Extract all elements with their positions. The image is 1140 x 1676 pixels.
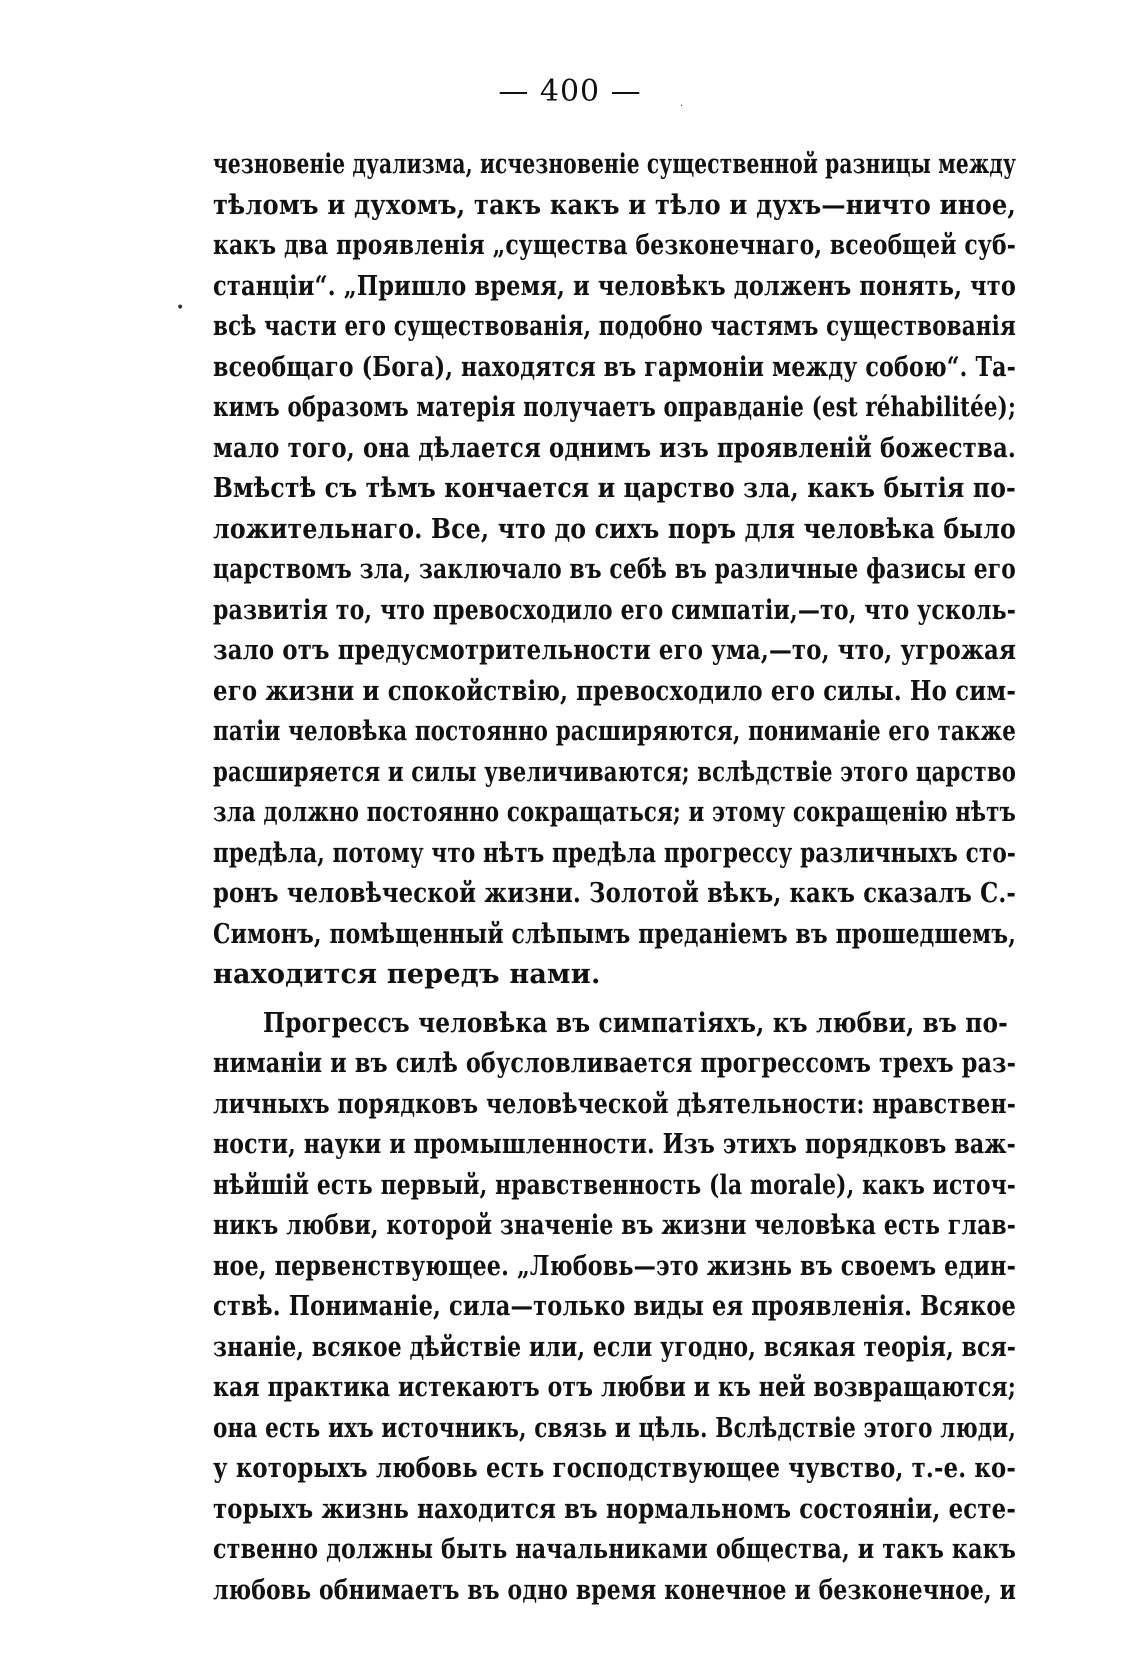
text-line: станціи“. „Пришло время, и человѣкъ долженъ понять, что — [213, 270, 1016, 302]
text-line: тѣломъ и духомъ, такъ какъ и тѣло и духъ—ничто иное, — [213, 189, 1016, 221]
text-line: всѣ части его существованія, подобно частямъ существованія — [213, 311, 1016, 342]
text-line: ложительнаго. Все, что до сихъ поръ для человѣка было — [213, 513, 1016, 545]
text-line: ниманіи и въ силѣ обусловливается прогрессомъ трехъ раз- — [213, 1048, 1016, 1079]
text-line: ствѣ. Пониманіе, сила—только виды ея проявленія. Всякое — [213, 1291, 1016, 1322]
text-line: царствомъ зла, заключало въ себѣ въ различные фазисы его — [213, 554, 1016, 585]
paragraph-2 — [213, 1004, 1016, 1612]
text-line: ственно должны быть начальниками общества, и такъ какъ — [213, 1534, 1016, 1565]
text-line: торыхъ жизнь находится въ нормальномъ состояніи, есте- — [213, 1493, 1016, 1525]
text-line: знаніе, всякое дѣйствіе или, если угодно, всякая теорія, вся- — [213, 1331, 1016, 1363]
text-line: Вмѣстѣ съ тѣмъ кончается и царство зла, какъ бытія по- — [213, 473, 1016, 504]
text-line: кая практика истекаютъ отъ любви и къ ней возвращаются; — [213, 1372, 1016, 1403]
scan-speck: • — [176, 300, 185, 316]
text-line: Симонъ, помѣщенный слѣпымъ преданіемъ въ прошедшемъ, — [213, 918, 1016, 950]
text-line: чезновеніе дуализма, исчезновеніе существенной разницы между — [213, 149, 1016, 180]
text-line: личныхъ порядковъ человѣческой дѣятельности: нравствен- — [213, 1088, 1016, 1120]
text-line: любовь обнимаетъ въ одно время конечное и безконечное, и — [213, 1574, 1016, 1606]
text-line: ронъ человѣческой жизни. Золотой вѣкъ, какъ сказалъ С.- — [213, 878, 1016, 909]
body-text — [213, 145, 1016, 1611]
text-line: всеобщаго (Бога), находятся въ гармоніи между собою“. Та- — [213, 351, 1016, 383]
text-line: она есть ихъ источникъ, связь и цѣль. Вслѣдствіе этого люди, — [213, 1412, 1016, 1444]
text-line: ное, первенствующее. „Любовь—это жизнь въ своемъ един- — [213, 1250, 1016, 1282]
paragraph-1 — [213, 145, 1016, 996]
text-line: предѣла, потому что нѣтъ предѣла прогрессу различныхъ сто- — [213, 837, 1016, 869]
paragraph-gap — [213, 996, 1016, 1004]
text-line: ности, науки и промышленности. Изъ этихъ порядковъ важ- — [213, 1129, 1016, 1160]
text-line: кимъ образомъ матерія получаетъ оправданіе (est réhabilitée); — [213, 392, 1016, 423]
text-line: никъ любви, которой значеніе въ жизни человѣка есть глав- — [213, 1210, 1016, 1241]
text-line: какъ два проявленія „существа безконечнаго, всеобщей суб- — [213, 230, 1016, 261]
text-line: расширяется и силы увеличиваются; вслѣдствіе этого царство — [213, 756, 1016, 788]
text-line: патіи человѣка постоянно расширяются, пониманіе его также — [213, 716, 1016, 747]
scan-speck: . — [680, 98, 684, 109]
text-line: нѣйшій есть первый, нравственность (la morale), какъ источ- — [213, 1169, 1016, 1201]
text-line: у которыхъ любовь есть господствующее чувство, т.-е. ко- — [213, 1453, 1016, 1484]
text-line: его жизни и спокойствію, превосходило его силы. Но сим- — [213, 675, 1016, 707]
text-line: зало отъ предусмотрительности его ума,—то, что, угрожая — [213, 635, 1016, 666]
text-line: развитія то, что превосходило его симпатіи,—то, что усколь- — [213, 594, 1016, 626]
text-line: мало того, она дѣлается однимъ изъ проявленій божества. — [213, 432, 1016, 464]
text-line: находится передъ нами. — [213, 959, 601, 990]
page-number: — 400 — — [498, 74, 642, 109]
text-line: Прогрессъ человѣка въ симпатіяхъ, къ любви, въ по- — [262, 1007, 1008, 1039]
text-line: зла должно постоянно сокращаться; и этому сокращенію нѣтъ — [213, 797, 1016, 828]
